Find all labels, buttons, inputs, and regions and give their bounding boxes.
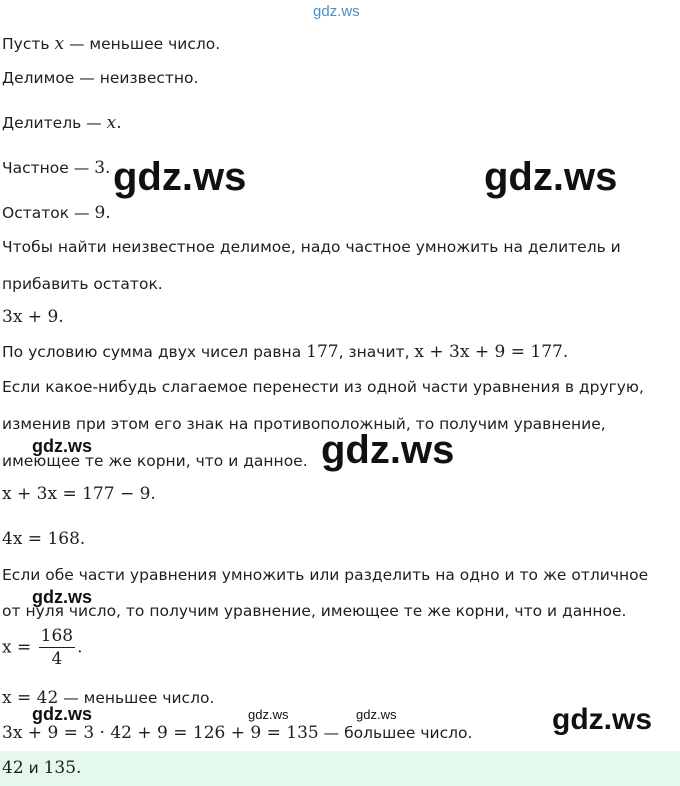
line-larger: [2, 723, 472, 743]
text: Чтобы найти неизвестное делимое, надо частное умножить на делитель и: [2, 238, 621, 256]
watermark-small-2: gdz.ws: [356, 707, 397, 722]
watermark-mid-3: gdz.ws: [32, 704, 93, 724]
text: имеющее те же корни, что и данное.: [2, 452, 308, 470]
watermark-big-right: gdz.ws: [484, 155, 618, 199]
text: Остаток —: [2, 204, 95, 222]
answer-text: [2, 758, 81, 778]
line-dividend-expr: [2, 307, 64, 327]
watermark-small-1: gdz.ws: [248, 707, 289, 722]
line-quotient: [2, 158, 110, 178]
watermark-big-left: gdz.ws: [113, 155, 247, 199]
text: прибавить остаток.: [2, 275, 163, 293]
line-fraction: [2, 626, 83, 669]
line-condition: [2, 342, 568, 362]
text: от нуля число, то получим уравнение, имеющее те же корни, что и данное.: [2, 602, 627, 620]
math-expression: 3x + 9.: [2, 307, 64, 327]
math-equation: x + 3x + 9 = 177.: [414, 342, 569, 362]
watermark-top: gdz.ws: [313, 3, 360, 20]
math-3: 3.: [94, 158, 111, 178]
math-42: 42: [2, 758, 24, 778]
line-dividend: [2, 69, 198, 87]
line-rule-1b: [2, 275, 163, 293]
line-rule-2: [2, 378, 644, 396]
math-x: x: [54, 34, 65, 54]
text: По условию сумма двух чисел равна: [2, 343, 307, 361]
line-remainder: [2, 203, 111, 223]
text: — меньшее число.: [58, 689, 215, 707]
math-equation: 4x = 168.: [2, 529, 86, 549]
math-135: 135.: [43, 758, 82, 778]
answer-box: [0, 751, 680, 786]
math-x-42: x = 42: [2, 688, 59, 708]
math-dot: .: [77, 637, 83, 658]
text: — большее число.: [318, 724, 473, 742]
math-equation: x + 3x = 177 − 9.: [2, 484, 156, 504]
watermark-mid-1: gdz.ws: [32, 436, 93, 456]
watermark-big-center: gdz.ws: [321, 428, 455, 472]
math-lhs: x =: [2, 637, 37, 658]
math-dot: .: [116, 113, 122, 133]
fraction-denominator: 4: [51, 649, 63, 669]
text: изменив при этом его знак на противоположный, то получим уравнение,: [2, 415, 606, 433]
watermark-big-bottom-right: gdz.ws: [552, 703, 653, 736]
line-divisor: [2, 113, 122, 133]
line-rule-2b: [2, 415, 606, 433]
text: , значит,: [338, 343, 415, 361]
math-177: 177: [306, 342, 339, 362]
text: и: [23, 759, 44, 777]
math-9: 9.: [94, 203, 111, 223]
text: — меньшее число.: [64, 35, 221, 53]
line-equation-2: [2, 529, 85, 549]
text: Делимое — неизвестно.: [2, 69, 199, 87]
text: Если какое-нибудь слагаемое перенести из одной части уравнения в другую,: [2, 378, 644, 396]
line-rule-1: [2, 238, 621, 256]
text: Пусть: [2, 35, 55, 53]
line-rule-3b: [2, 602, 626, 620]
text: Делитель —: [2, 114, 107, 132]
line-rule-3: [2, 566, 648, 584]
math-calculation: 3x + 9 = 3 · 42 + 9 = 126 + 9 = 135: [2, 723, 319, 743]
fraction: [39, 626, 75, 669]
watermark-mid-2: gdz.ws: [32, 587, 93, 607]
line-let-x: [2, 34, 220, 54]
line-equation-1: [2, 484, 156, 504]
fraction-numerator: 168: [40, 626, 74, 646]
text: Частное —: [2, 159, 95, 177]
math-x: x: [106, 113, 117, 133]
text: Если обе части уравнения умножить или разделить на одно и то же отличное: [2, 566, 649, 584]
